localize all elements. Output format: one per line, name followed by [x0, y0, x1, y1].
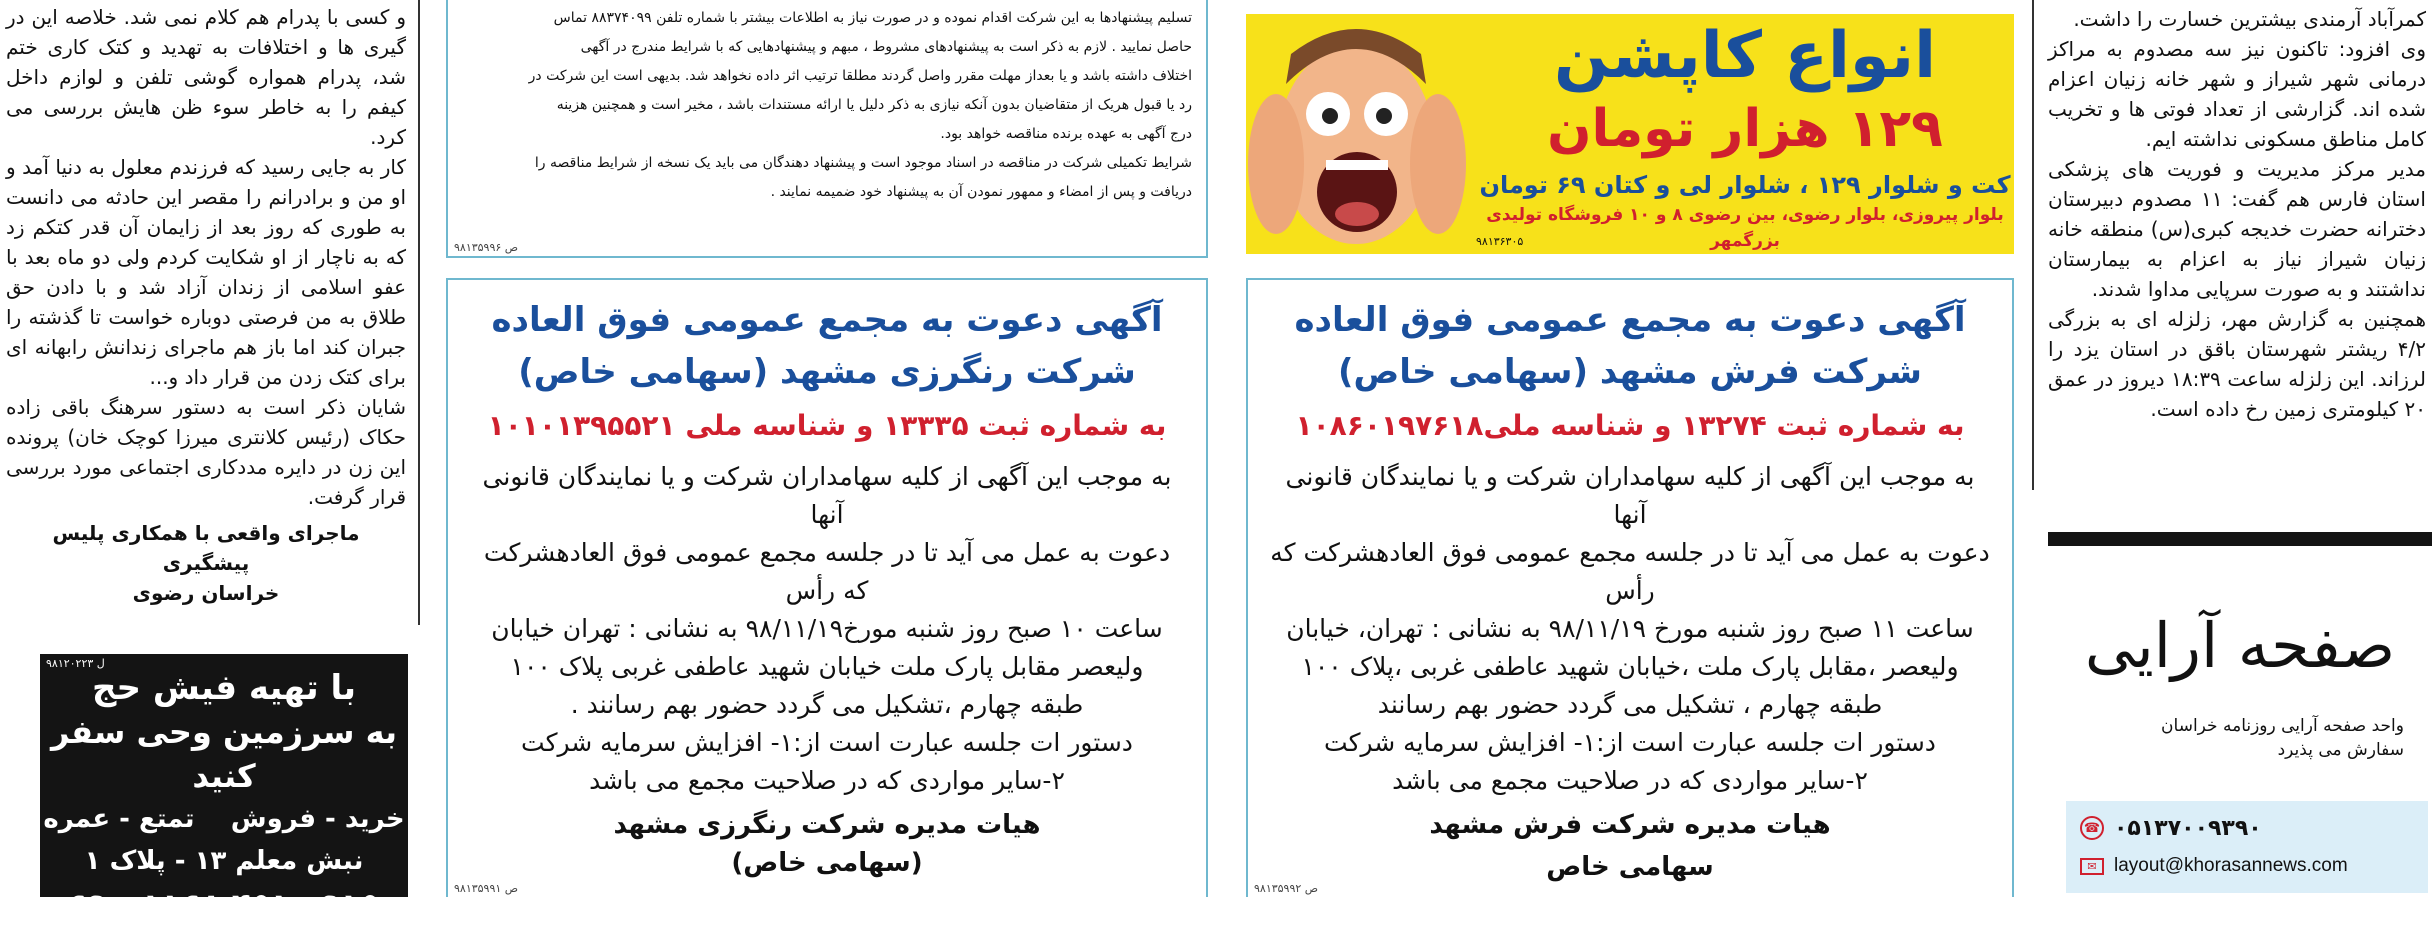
- notice-rangrazi-body: [448, 458, 1206, 800]
- hajj-ad-phone: ۰۹۱۵ ۴۵۱ ۱۱۶۸ - ۶۹: [68, 886, 380, 924]
- left-signature-1: ماجرای واقعی با همکاری پلیس پیشگیری: [52, 521, 360, 575]
- layout-ad-subtitle-2: سفارش می پذیرد: [2277, 740, 2404, 760]
- notice-line: دعوت به عمل می آید تا در جلسه مجمع عمومی فوق العادهشرکت که رأس: [483, 538, 1171, 605]
- layout-ad-subtitle-1: واحد صفحه آرایی روزنامه خراسان: [2161, 716, 2404, 736]
- layout-ad-email[interactable]: layout@khorasannews.com: [2114, 855, 2348, 876]
- notice-rangrazi: [446, 278, 1208, 897]
- notice-rangrazi-sign-1: هیات مدیره شرکت رنگرزی مشهد: [613, 810, 1041, 840]
- notice-farsh-body: [1248, 458, 2012, 800]
- notice-farsh-sign-2: سهامی خاص: [1546, 852, 1714, 882]
- notice-line: ساعت ۱۰ صبح روز شنبه مورخ۹۸/۱۱/۱۹ به نشانی : تهران خیابان: [491, 614, 1163, 643]
- clothing-ad-price: ۱۲۹ هزار تومان: [1547, 99, 1943, 159]
- notice-line: ۲-سایر مواردی که در صلاحیت مجمع می باشد: [589, 766, 1065, 795]
- tender-line: شرایط تکمیلی شرکت در مناقصه در اسناد موجود است و پیشنهاد دهندگان می باید یک نسخه از شرایط مناقصه را: [534, 155, 1192, 171]
- notice-line: دستور ات جلسه عبارت است از:۱- افزایش سرمایه شرکت: [1324, 728, 1936, 757]
- notice-line: دعوت به عمل می آید تا در جلسه مجمع عمومی فوق العادهشرکت که رأس: [1270, 538, 1990, 605]
- tender-line: تسلیم پیشنهادها به این شرکت اقدام نموده و در صورت نیاز به اطلاعات بیشتر با شماره تلفن ۸۸۳۷۴۰۹۹ تماس: [553, 10, 1192, 26]
- layout-ad-email-row: [2080, 847, 2414, 885]
- left-story-column: [6, 2, 406, 612]
- notice-farsh-title-1: آگهی دعوت به مجمع عمومی فوق العاده: [1294, 300, 1966, 340]
- column-divider: [2032, 0, 2034, 490]
- tender-line: اختلاف داشته باشد و یا بعداز مهلت مقرر واصل گردند مطلقا ترتیب اثر داده نخواهد شد. بدیهی است این شرکت در: [528, 68, 1192, 84]
- right-story-column: [2048, 4, 2426, 474]
- tender-line: درج آگهی به عهده برنده مناقصه خواهد بود.: [940, 126, 1192, 142]
- notice-farsh-title-2: شرکت فرش مشهد (سهامی خاص): [1338, 352, 1922, 392]
- hajj-ad-line-4: نبش معلم ۱۳ - پلاک ۱: [84, 846, 364, 876]
- notice-farsh: [1246, 278, 2014, 897]
- layout-ad-title: صفحه آرایی: [2084, 609, 2396, 682]
- tender-notice: [446, 0, 1208, 258]
- notice-line: ولیعصر ،مقابل پارک ملت ،خیابان شهید عاطفی غربی ،پلاک ۱۰۰: [1301, 652, 1959, 681]
- left-signature-2: خراسان رضوی: [132, 581, 280, 605]
- notice-line: ولیعصر مقابل پارک ملت خیابان شهید عاطفی غربی پلاک ۱۰۰: [510, 652, 1144, 681]
- notice-rangrazi-registration: به شماره ثبت ۱۳۳۳۵ و شناسه ملی ۱۰۱۰۱۳۹۵۵۲۱: [487, 409, 1167, 442]
- right-paragraph: وی افزود: تاکنون نیز سه مصدوم به مراکز درمانی شهر شیراز و شهر خانه زنیان اعزام شده اند. گزارشی از تعداد فوتی ها و تخریب کامل مناطق مسکونی نداشته ایم.: [2048, 37, 2426, 151]
- clothing-ad-line-2: بلوار پیروزی، بلوار رضوی، بین رضوی ۸ و ۱۰ فروشگاه تولیدی بزرگمهر: [1486, 205, 2004, 251]
- tender-line: حاصل نمایید . لازم به ذکر است به پیشنهادهای مشروط ، مبهم و پیشنهادهایی که با شرایط مندرج در آگهی: [580, 39, 1192, 55]
- hajj-ad-line-1: با تهیه فیش حج: [92, 668, 356, 708]
- layout-ad-phone-row: [2080, 809, 2414, 847]
- notice-line: به موجب این آگهی از کلیه سهامداران شرکت و یا نمایندگان قانونی آنها: [482, 462, 1172, 529]
- hajj-ad-line-2: به سرزمین وحی سفر کنید: [50, 713, 398, 795]
- notice-line: طبقه چهارم ،تشکیل می گردد حضور بهم رسانند .: [570, 690, 1084, 719]
- left-paragraph: و کسی با پدرام هم کلام نمی شد. خلاصه این در گیری ها و اختلافات به تهدید و کتک کاری ختم شد، پدرام همواره گوشی تلفن و لوازم داخل کیفم را به خاطر سوء ظن هایش بررسی می کرد.: [6, 5, 406, 149]
- notice-rangrazi-sign-2: (سهامی خاص): [731, 848, 923, 878]
- clothing-ad-headline: انواع کاپشن: [1553, 19, 1937, 93]
- clothing-ad-ref: ۹۸۱۳۶۳۰۵: [1476, 235, 1524, 248]
- phone-icon: ☎: [2080, 816, 2104, 840]
- clothing-ad-line-1: کت و شلوار ۱۲۹ ، شلوار لی و کتان ۶۹ تومان: [1479, 171, 2011, 199]
- notice-farsh-ref: ۹۸۱۳۵۹۹۲ ص: [1254, 882, 1319, 895]
- left-paragraph: شایان ذکر است به دستور سرهنگ باقی زاده حکاک (رئیس کلانتری میرزا کوچک خان) پرونده این زن در دایره مددکاری اجتماعی مورد بررسی قرار گرفت.: [6, 395, 406, 509]
- hajj-ad: [40, 654, 408, 924]
- column-divider: [418, 0, 420, 625]
- notice-rangrazi-title-1: آگهی دعوت به مجمع عمومی فوق العاده: [491, 300, 1163, 340]
- right-paragraph: کمرآباد آرمندی بیشترین خسارت را داشت.: [2073, 7, 2426, 31]
- right-paragraph: همچنین به گزارش مهر، زلزله ای به بزرگی ۴/۲ ریشتر شهرستان باقق در استان یزد را لرزاند. این زلزله ساعت ۱۸:۳۹ دیروز در عمق ۲۰ کیلومتری زمین رخ داده است.: [2048, 307, 2426, 421]
- tender-line: رد یا قبول هریک از متقاضیان بدون آنکه نیازی به ذکر دلیل یا ارائه مستندات باشد ، مخیر است و همچنین هزینه: [556, 97, 1192, 113]
- right-paragraph: مدیر مرکز مدیریت و فوریت های پزشکی استان فارس هم گفت: ۱۱ مصدوم دبیرستان دخترانه حضرت خدیجه کبری(س) منطقه خانه زنیان شیراز نیاز به اعزام به بیمارستان نداشتند و به صورت سرپایی مداوا شدند.: [2048, 157, 2426, 301]
- left-paragraph: کار به جایی رسید که فرزندم معلول به دنیا آمد و او من و برادرانم را مقصر این حادثه می دانست به طوری که روز بعد از زایمان آن قدر کتکم زد که به ناچار از او شکایت کردم ولی دو ماه بعد با عفو اسلامی از زندان آزاد شد و با دادن حق طلاق به من فرصتی دوباره خواست تا گذشته را جبران کند اما باز هم ماجرای زندانش رابهانه ای برای کتک زدن من قرار داد و...: [6, 155, 406, 389]
- notice-line: طبقه چهارم ، تشکیل می گردد حضور بهم رسانند: [1377, 690, 1883, 719]
- notice-farsh-sign-1: هیات مدیره شرکت فرش مشهد: [1429, 810, 1831, 840]
- notice-line: دستور ات جلسه عبارت است از:۱- افزایش سرمایه شرکت: [521, 728, 1133, 757]
- layout-ad-phone: ۰۵۱۳۷۰۰۹۳۹۰: [2114, 815, 2262, 841]
- envelope-icon: ✉: [2080, 858, 2104, 875]
- hajj-ad-line-3: خرید - فروش تمتع - عمره: [43, 804, 405, 834]
- notice-farsh-registration: به شماره ثبت ۱۳۲۷۴ و شناسه ملی۱۰۸۶۰۱۹۷۶۱۸: [1295, 409, 1965, 442]
- layout-ad-contact: [2066, 801, 2428, 893]
- notice-line: ساعت ۱۱ صبح روز شنبه مورخ ۹۸/۱۱/۱۹ به نشانی : تهران، خیابان: [1286, 614, 1974, 643]
- hajj-ad-ref: ۹۸۱۲۰۲۲۳ ل: [46, 657, 105, 670]
- clothing-ad: [1246, 14, 2014, 254]
- tender-ref: ۹۸۱۳۵۹۹۶ ص: [454, 241, 519, 254]
- notice-rangrazi-ref: ۹۸۱۳۵۹۹۱ ص: [454, 882, 519, 895]
- notice-line: به موجب این آگهی از کلیه سهامداران شرکت و یا نمایندگان قانونی آنها: [1285, 462, 1975, 529]
- screaming-face-icon: [1246, 14, 1476, 254]
- layout-ad: [2048, 532, 2432, 897]
- tender-line: دریافت و پس از امضاء و ممهور نمودن آن به پیشنهاد خود ضمیمه نمایند .: [770, 184, 1192, 200]
- notice-rangrazi-title-2: شرکت رنگرزی مشهد (سهامی خاص): [518, 352, 1136, 392]
- notice-line: ۲-سایر مواردی که در صلاحیت مجمع می باشد: [1392, 766, 1868, 795]
